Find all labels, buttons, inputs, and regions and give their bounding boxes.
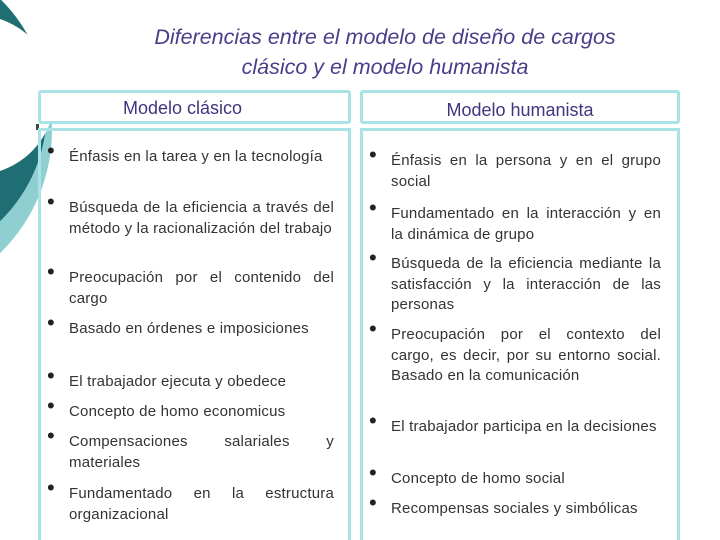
bullet-icon: • — [47, 310, 55, 335]
list-item — [47, 259, 334, 309]
list-item — [47, 363, 334, 393]
list-item-text: Fundamentado en la interacción y en la dinámica de grupo — [391, 205, 661, 243]
title-line-2: clásico y el modelo humanista — [241, 55, 529, 79]
bullet-icon: • — [369, 245, 377, 270]
list-item-text: Búsqueda de la eficiencia mediante la satisfacción y la interacción de las personas — [391, 255, 661, 313]
list-item — [47, 423, 334, 473]
list-item — [369, 490, 661, 520]
list-item-text: Concepto de homo economicus — [69, 403, 286, 420]
header-modelo-clasico: Modelo clásico — [38, 90, 351, 124]
title-line-1: Diferencias entre el modelo de diseño de cargos — [154, 25, 616, 49]
list-item — [47, 310, 334, 340]
bullet-icon: • — [47, 475, 55, 500]
list-item-text: Recompensas sociales y simbólicas — [391, 500, 638, 517]
list-item — [369, 195, 661, 245]
panel-modelo-clasico — [38, 128, 351, 540]
list-item — [47, 475, 334, 525]
list-item-text: El trabajador participa en la decisiones — [391, 418, 657, 435]
list-item — [47, 138, 334, 168]
list-item-text: Basado en órdenes e imposiciones — [69, 320, 309, 337]
list-item-text: Énfasis en la persona y en el grupo social — [391, 152, 661, 190]
list-item-text: Fundamentado en la estructura organizacional — [69, 485, 334, 523]
list-item-text: Búsqueda de la eficiencia a través del método y la racionalización del trabajo — [69, 199, 334, 237]
bullet-icon: • — [47, 259, 55, 284]
bullet-icon: • — [369, 316, 377, 341]
bullet-icon: • — [369, 490, 377, 515]
list-item — [369, 142, 661, 192]
bullet-icon: • — [47, 363, 55, 388]
list-item-text: Concepto de homo social — [391, 470, 565, 487]
list-item — [47, 189, 334, 239]
list-item — [369, 245, 661, 316]
list-item-text: Preocupación por el contenido del cargo — [69, 269, 334, 307]
bullet-icon: • — [369, 142, 377, 167]
list-item — [369, 460, 661, 490]
list-item — [47, 393, 334, 423]
list-item-text: Énfasis en la tarea y en la tecnología — [69, 148, 323, 165]
list-item-text: Compensaciones salariales y materiales — [69, 433, 334, 471]
bullet-icon: • — [369, 195, 377, 220]
header-modelo-humanista: Modelo humanista — [360, 90, 680, 124]
list-item — [369, 316, 661, 387]
bullet-icon: • — [47, 393, 55, 418]
panel-modelo-humanista — [360, 128, 680, 540]
bullet-icon: • — [47, 423, 55, 448]
bullet-icon: • — [369, 460, 377, 485]
bullet-icon: • — [369, 408, 377, 433]
list-item-text: Preocupación por el contexto del cargo, es decir, por su entorno social. Basado en la comunicación — [391, 326, 661, 384]
bullet-icon: • — [47, 189, 55, 214]
list-item-text: El trabajador ejecuta y obedece — [69, 373, 287, 390]
bullet-icon: • — [47, 138, 55, 163]
list-item — [369, 408, 661, 438]
slide-title — [60, 22, 710, 82]
